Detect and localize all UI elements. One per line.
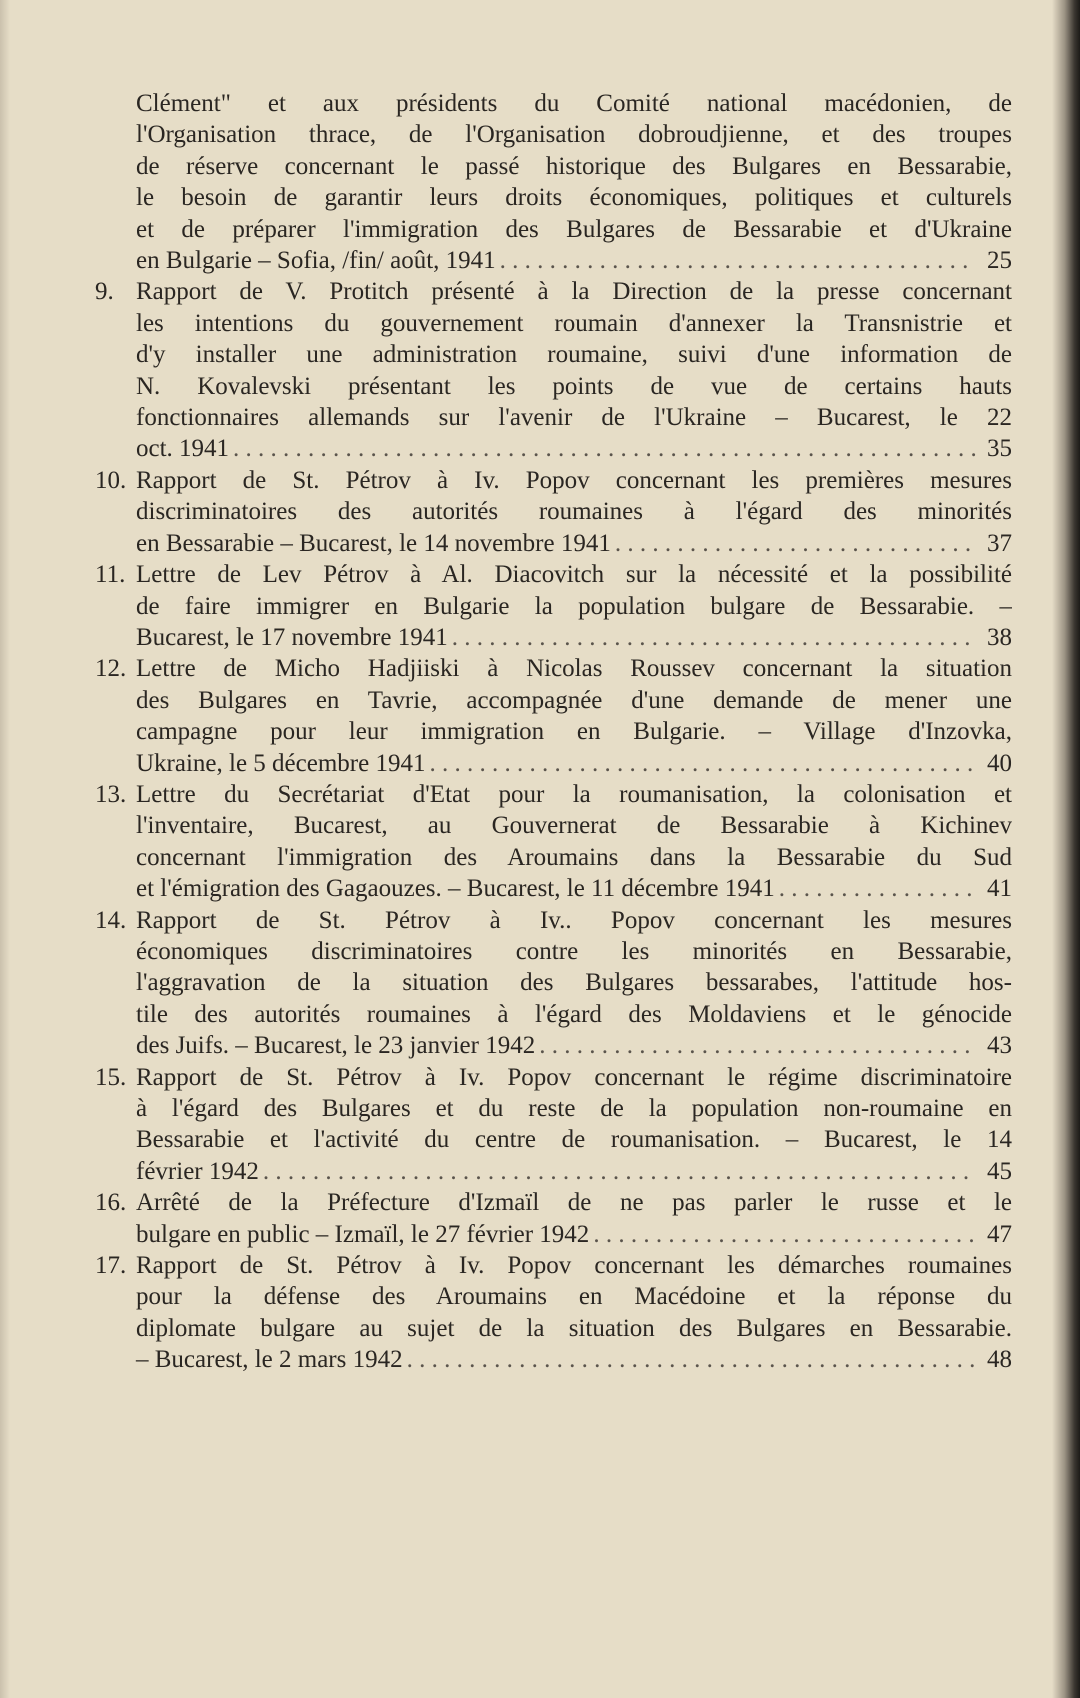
toc-entry	[96, 1062, 1012, 1188]
entry-text-line: Arrêté de la Préfecture d'Izmaïl de ne pas parler le russe et le	[136, 1189, 1012, 1217]
entry-last-line	[136, 528, 1012, 559]
entry-text-line: l'aggravation de la situation des Bulgares bessarabes, l'attitude hos-	[136, 969, 1012, 997]
dot-leader	[429, 748, 976, 779]
entry-text-line: diplomate bulgare au sujet de la situation des Bulgares en Bessarabie.	[136, 1314, 1012, 1342]
toc-entry	[96, 465, 1012, 559]
page-number: 48	[987, 1346, 1012, 1374]
dot-leader	[263, 1156, 976, 1187]
page-number: 37	[987, 529, 1012, 557]
page-number: 43	[987, 1032, 1012, 1060]
entry-text-line: tile des autorités roumaines à l'égard des Moldaviens et le génocide	[136, 1000, 1012, 1028]
entry-text-line: l'Organisation thrace, de l'Organisation dobroudjienne, et des troupes	[136, 121, 1012, 149]
toc-entry	[96, 276, 1012, 464]
toc-entry	[96, 905, 1012, 1062]
entry-text-line: N. Kovalevski présentant les points de vue de certains hauts	[136, 372, 1012, 400]
entry-last-line	[136, 433, 1012, 464]
entry-text-line: d'y installer une administration roumaine, suivi d'une information de	[136, 341, 1012, 369]
toc-entry	[96, 559, 1012, 653]
dot-leader	[452, 622, 976, 653]
toc-entry	[96, 88, 1012, 276]
table-of-contents	[96, 88, 1012, 1376]
entry-text-line: Bucarest, le 17 novembre 1941	[136, 623, 448, 651]
entry-text-line: des Juifs. – Bucarest, le 23 janvier 1942	[136, 1032, 536, 1060]
entry-last-line	[136, 622, 1012, 653]
entry-number: 17.	[95, 1252, 127, 1280]
dot-leader	[615, 528, 976, 559]
entry-last-line	[136, 1030, 1012, 1061]
entry-text-line: en Bessarabie – Bucarest, le 14 novembre 1941	[136, 529, 611, 557]
entry-number: 14.	[95, 906, 127, 934]
entry-text-line: Ukraine, le 5 décembre 1941	[136, 749, 426, 777]
entry-text-line: campagne pour leur immigration en Bulgarie. – Village d'Inzovka,	[136, 718, 1012, 746]
page-number: 41	[987, 875, 1012, 903]
page-number: 40	[987, 749, 1012, 777]
entry-last-line	[136, 1219, 1012, 1250]
entry-text-line: Lettre de Lev Pétrov à Al. Diacovitch sur la nécessité et la possibilité	[136, 561, 1012, 589]
entry-text-line: et l'émigration des Gagaouzes. – Bucarest, le 11 décembre 1941	[136, 875, 775, 903]
entry-text-line: bulgare en public – Izmaïl, le 27 février 1942	[136, 1220, 590, 1248]
entry-number: 13.	[95, 780, 127, 808]
toc-entry	[96, 1250, 1012, 1376]
page-number: 25	[987, 247, 1012, 275]
dot-leader	[407, 1344, 976, 1375]
page-edge-shadow-left	[0, 0, 10, 1698]
toc-entry	[96, 1187, 1012, 1250]
entry-text-line: de faire immigrer en Bulgarie la population bulgare de Bessarabie. –	[136, 592, 1012, 620]
entry-text-line: Rapport de V. Protitch présenté à la Direction de la presse concernant	[136, 278, 1012, 306]
toc-entry	[96, 779, 1012, 905]
entry-text-line: fonctionnaires allemands sur l'avenir de l'Ukraine – Bucarest, le 22	[136, 404, 1012, 432]
entry-text-line: le besoin de garantir leurs droits économiques, politiques et culturels	[136, 184, 1012, 212]
entry-text-line: Rapport de St. Pétrov à Iv. Popov concernant le régime discriminatoire	[136, 1063, 1012, 1091]
entry-text-line: pour la défense des Aroumains en Macédoine et la réponse du	[136, 1283, 1012, 1311]
entry-text-line: concernant l'immigration des Aroumains dans la Bessarabie du Sud	[136, 843, 1012, 871]
entry-text-line: Rapport de St. Pétrov à Iv.. Popov concernant les mesures	[136, 906, 1012, 934]
entry-text-line: des Bulgares en Tavrie, accompagnée d'une demande de mener une	[136, 686, 1012, 714]
entry-text-line: de réserve concernant le passé historique des Bulgares en Bessarabie,	[136, 152, 1012, 180]
entry-text-line: discriminatoires des autorités roumaines à l'égard des minorités	[136, 498, 1012, 526]
entry-last-line	[136, 1344, 1012, 1375]
entry-text-line: et de préparer l'immigration des Bulgares de Bessarabie et d'Ukraine	[136, 215, 1012, 243]
page-number: 47	[987, 1220, 1012, 1248]
dot-leader	[779, 873, 976, 904]
entry-text-line: les intentions du gouvernement roumain d'annexer la Transnistrie et	[136, 309, 1012, 337]
entry-number: 15.	[95, 1063, 127, 1091]
entry-last-line	[136, 245, 1012, 276]
page-number: 35	[987, 435, 1012, 463]
entry-text-line: oct. 1941	[136, 435, 230, 463]
entry-number: 10.	[95, 466, 127, 494]
entry-number: 11.	[95, 561, 126, 589]
entry-number: 12.	[95, 655, 127, 683]
entry-text-line: Lettre du Secrétariat d'Etat pour la roumanisation, la colonisation et	[136, 780, 1012, 808]
entry-last-line	[136, 748, 1012, 779]
entry-text-line: février 1942	[136, 1157, 259, 1185]
dot-leader	[500, 245, 976, 276]
entry-text-line: Rapport de St. Pétrov à Iv. Popov concernant les premières mesures	[136, 466, 1012, 494]
entry-number: 16.	[95, 1189, 127, 1217]
entry-last-line	[136, 1156, 1012, 1187]
dot-leader	[539, 1030, 976, 1061]
entry-text-line: Clément" et aux présidents du Comité national macédonien, de	[136, 90, 1012, 117]
entry-last-line	[136, 873, 1012, 904]
page-number: 45	[987, 1157, 1012, 1185]
toc-entry	[96, 653, 1012, 779]
dot-leader	[593, 1219, 976, 1250]
entry-text-line: l'inventaire, Bucarest, au Gouvernerat de Bessarabie à Kichinev	[136, 812, 1012, 840]
page-edge-shadow-right	[1052, 0, 1080, 1698]
entry-text-line: Lettre de Micho Hadjiiski à Nicolas Roussev concernant la situation	[136, 655, 1012, 683]
entry-text-line: – Bucarest, le 2 mars 1942	[136, 1346, 403, 1374]
entry-number: 9.	[95, 278, 114, 306]
entry-text-line: Rapport de St. Pétrov à Iv. Popov concernant les démarches roumaines	[136, 1252, 1012, 1280]
entry-text-line: Bessarabie et l'activité du centre de roumanisation. – Bucarest, le 14	[136, 1126, 1012, 1154]
dot-leader	[233, 433, 976, 464]
entry-text-line: en Bulgarie – Sofia, /fin/ août, 1941	[136, 247, 496, 275]
entry-text-line: économiques discriminatoires contre les minorités en Bessarabie,	[136, 937, 1012, 965]
page-number: 38	[987, 623, 1012, 651]
entry-text-line: à l'égard des Bulgares et du reste de la population non-roumaine en	[136, 1095, 1012, 1122]
